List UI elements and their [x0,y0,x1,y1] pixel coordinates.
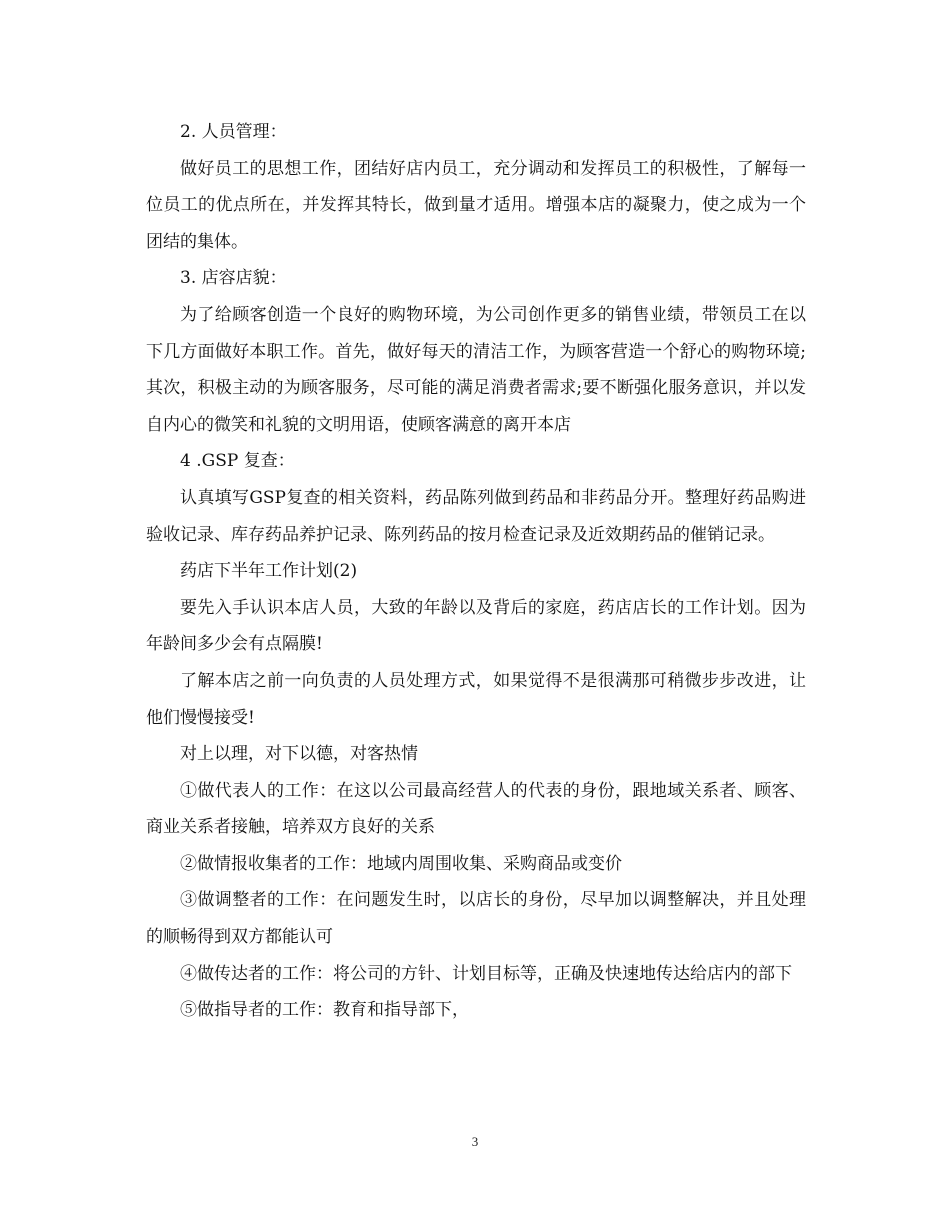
paragraph-store-appearance: 为了给顾客创造一个良好的购物环境，为公司创作更多的销售业绩，带领员工在以下几方面做好本职工作。首先，做好每天的清洁工作，为顾客营造一个舒心的购物环境;其次，积极主动的为顾客服务，尽可能的满足消费者需求;要不断强化服务意识，并以发自内心的微笑和礼貌的文明用语，使顾客满意的离开本店 [146,304,806,435]
paragraph-gsp-review: 认真填写GSP复查的相关资料，药品陈列做到药品和非药品分开。整理好药品购进验收记录、库存药品养护记录、陈列药品的按月检查记录及近效期药品的催销记录。 [146,487,806,545]
paragraph-principle: 对上以理，对下以德，对客热情 [180,744,418,765]
section-heading-personnel: 2. 人员管理： [180,122,287,142]
list-item-coordinator: ③做调整者的工作：在问题发生时，以店长的身份，尽早加以调整解决，并且处理的顺畅得到双方都能认可 [146,890,806,948]
paragraph-personnel: 做好员工的思想工作，团结好店内员工，充分调动和发挥员工的积极性，了解每一位员工的优点所在，并发挥其特长，做到量才适用。增强本店的凝聚力，使之成为一个团结的集体。 [146,158,806,252]
list-item-representative: ①做代表人的工作：在这以公司最高经营人的代表的身份，跟地域关系者、顾客、商业关系者接触，培养双方良好的关系 [146,780,806,838]
page-number: 3 [471,1134,479,1149]
paragraph-improve-methods: 了解本店之前一向负责的人员处理方式，如果觉得不是很满那可稍微步步改进，让他们慢慢接受! [146,670,806,728]
list-item-communicator: ④做传达者的工作：将公司的方针、计划目标等，正确及快速地传达给店内的部下 [180,963,792,984]
section-heading-plan-2: 药店下半年工作计划(2) [180,561,358,582]
list-item-instructor: ⑤做指导者的工作：教育和指导部下， [180,1000,469,1021]
document-body [146,114,806,1029]
section-heading-store-appearance: 3. 店容店貌： [180,268,287,289]
list-item-info-collector: ②做情报收集者的工作：地域内周围收集、采购商品或变价 [180,853,622,874]
section-heading-gsp-review: 4 .GSP 复查： [180,451,295,472]
paragraph-know-staff: 要先入手认识本店人员，大致的年龄以及背后的家庭，药店店长的工作计划。因为年龄间多少会有点隔膜! [146,597,806,655]
